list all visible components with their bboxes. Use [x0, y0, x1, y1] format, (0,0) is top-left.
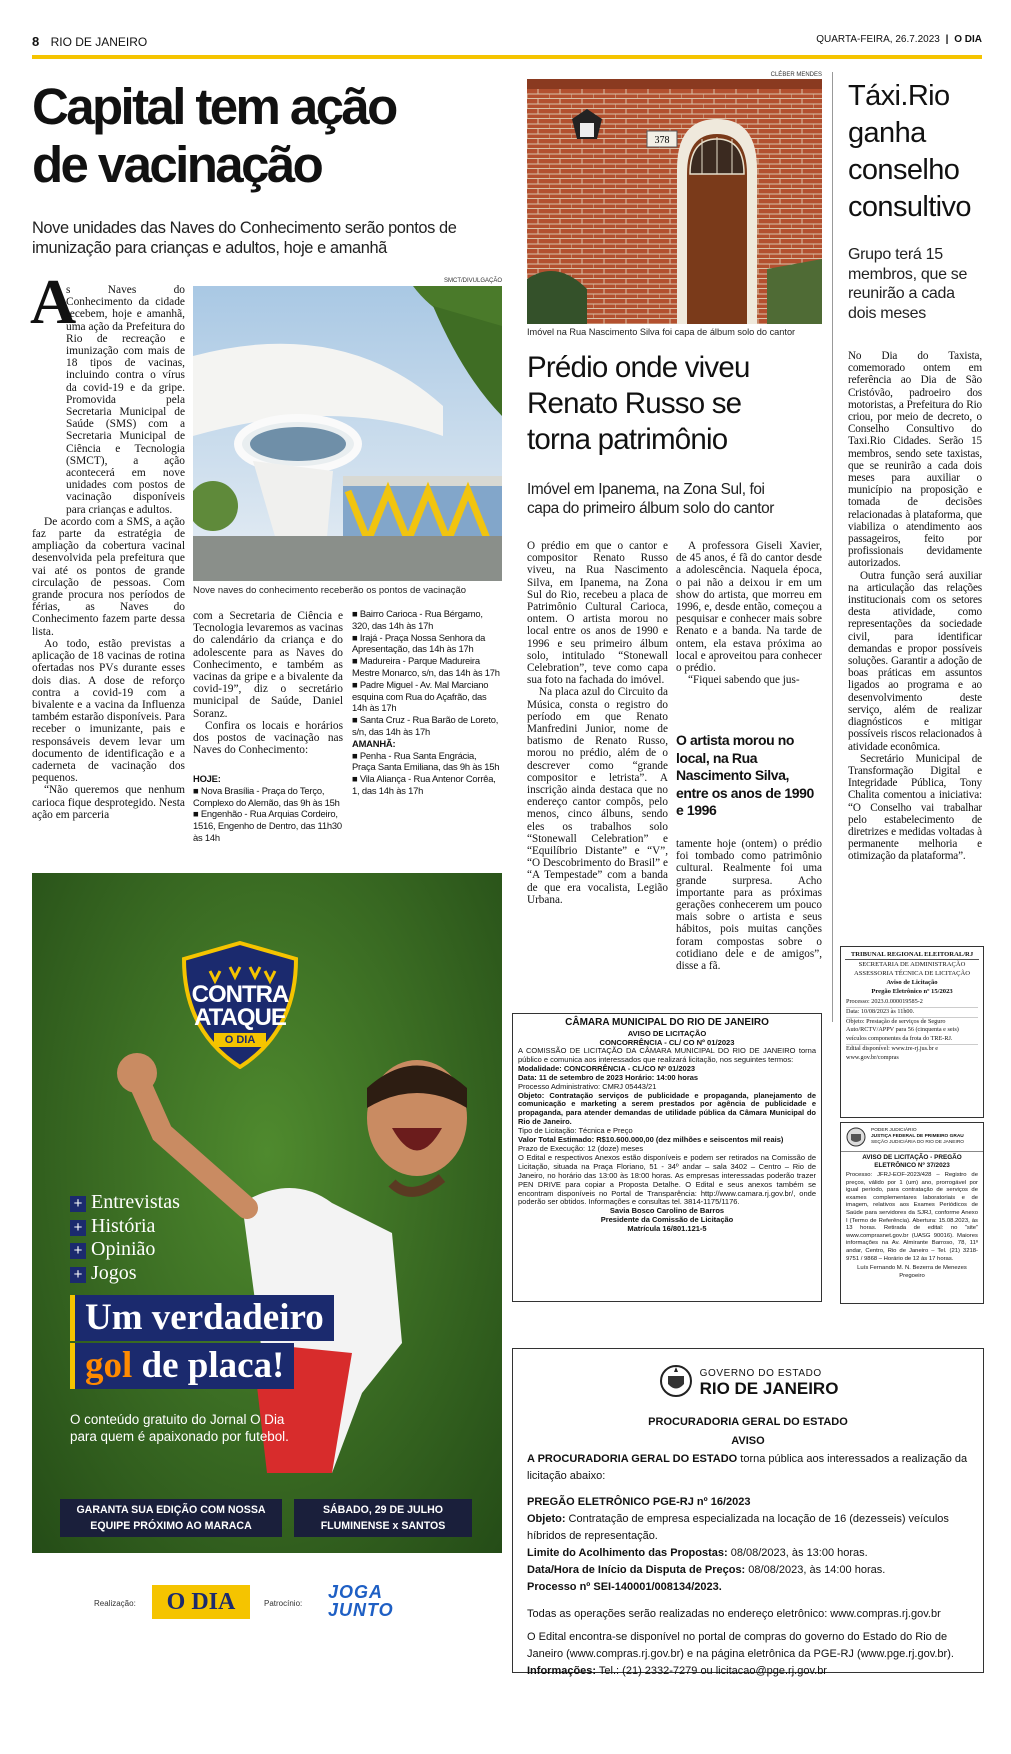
pge-intro: torna pública aos interessados a realização da licitação abaixo:	[527, 1453, 968, 1482]
tre-row: Objeto: Prestação de serviços de Seguro Auto/RCTV/APPV para 56 (cinquenta e seis) veículos componentes da frota do TRE-RJ.	[846, 1018, 978, 1045]
pge-edital: O Edital encontra-se disponível no portal de compras do governo do Estado do Rio de Janeiro (www.compras.rj.gov.br) e na página eletrônica da PGE-RJ (www.pge.rj.gov.br).	[527, 1631, 954, 1660]
tre-line: Pregão Eletrônico nº 15/2023	[871, 988, 953, 995]
joga-junto-line: JUNTO	[328, 1600, 394, 1620]
badge-line: CONTRA	[191, 981, 289, 1008]
tre-row: Data: 10/08/2023 às 11h00.	[846, 1008, 978, 1018]
ad-match-box	[294, 1499, 472, 1537]
camara-signatory-role: Presidente da Comissão de Licitação	[600, 1215, 734, 1225]
pge-body	[513, 1451, 983, 1680]
ad-match-teams: FLUMINENSE x SANTOS	[320, 1520, 446, 1532]
pull-quote: O artista morou no local, na Rua Nascimento Silva, entre os anos de 1990 e 1996	[676, 732, 814, 818]
paragraph: Secretário Municipal de Transformação Digital e Integridade Pública, Tony Chalita comentou a iniciativa: “O Conselho vai trabalhar pelo estabelecimento de diretrizes e medidas voltadas à permanente melhoria e otimização da plataforma”.	[848, 752, 982, 863]
tre-org: TRIBUNAL REGIONAL ELEITORAL/RJ	[845, 950, 979, 960]
badge-brand: O DIA	[214, 1033, 266, 1047]
list-item: ■ Irajá - Praça Nossa Senhora da Apresentação, das 14h às 17h	[352, 631, 486, 655]
renato-subheadline	[527, 480, 822, 518]
list-item: ■ Madureira - Parque Madureira Mestre Monarco, s/n, das 14h às 17h	[352, 655, 500, 678]
header-right: QUARTA-FEIRA, 26.7.2023 | O DIA	[816, 34, 982, 45]
camara-row: Data: 11 de setembro de 2023 Horário: 14:00 horas	[518, 1072, 699, 1082]
jfrj-org: PODER JUDICIÁRIO	[871, 1128, 917, 1133]
renato-sub-line: Imóvel em Ipanema, na Zona Sul, foi	[527, 481, 765, 498]
list-hoje	[193, 773, 343, 844]
jfrj-org: SEÇÃO JUDICIÁRIA DO RIO DE JANEIRO	[871, 1140, 965, 1145]
pge-pregao: PREGÃO ELETRÔNICO PGE-RJ nº 16/2023	[527, 1496, 751, 1508]
taxi-headline	[848, 78, 988, 226]
drop-cap: A	[30, 266, 77, 337]
paragraph: tamente hoje (ontem) o prédio foi tombado como patrimônio cultural. Realmente foi uma grande surpresa. Acho importante para as próximas gerações conhecerem um pouco mais sobre o artista e seus hábitos, pois muitas canções foram compostas sobre o cotidiano dele e de amigos”, disse a fã.	[676, 838, 822, 973]
paragraph: A professora Giseli Xavier, de 45 anos, é fã do cantor desde a adolescência. Naquela época, o pai não a deixou ir em um show do artista, que morreu em 1996, e, desde então, começou a pesquisar e conhecer mais sobre Renato e a banda. Na tarde de ontem, ela estava próxima ao local e aproveitou para conhecer o prédio.	[676, 540, 822, 675]
pge-limite: 08/08/2023, às 13:00 horas.	[727, 1547, 868, 1559]
taxi-headline-line: ganha	[848, 117, 926, 149]
tre-line: ASSESSORIA TÉCNICA DE LICITAÇÃO	[853, 970, 971, 977]
camara-row: O Edital e respectivos Anexos estão disponíveis e podem ser retirados na Comissão de Licitação, situada na Praça Floriano, 51 - 34º andar – sala 3402 – Centro – Rio de Janeiro, no horário das 13:00 às 18:00 horas. As empresas interessadas poderão trazer PEN DRIVE para copiar a Proposta Detalhe. O Edital e seus anexos também se encontram disponíveis no Portal de Transparência: http://www.camara.rj.gov.br/, onde poderão ser obtidos. Informações e consultas tel. 3814-1175/1176.	[518, 1152, 816, 1207]
building-photo	[527, 79, 822, 324]
pge-title: PROCURADORIA GERAL DO ESTADO	[648, 1416, 848, 1428]
pge-intro-bold: A PROCURADORIA GERAL DO ESTADO	[527, 1453, 738, 1465]
paragraph: Confira os locais e horários dos postos de vacinação nas Naves do Conhecimento:	[193, 719, 343, 757]
ad-feature-label: Jogos	[91, 1261, 137, 1284]
naves-illustration	[193, 286, 502, 581]
pge-data: 08/08/2023, às 14:00 horas.	[745, 1564, 886, 1576]
tre-notice	[840, 946, 984, 1118]
jfrj-org: JUSTIÇA FEDERAL DE PRIMEIRO GRAU	[871, 1134, 964, 1139]
paragraph: “Fiquei sabendo que jus-	[688, 674, 800, 687]
main-sub-line: imunização para crianças e adultos, hoje e amanhã	[32, 239, 387, 257]
ad-cta-line: EQUIPE PRÓXIMO AO MARACA	[90, 1520, 252, 1532]
main-headline-line: Capital tem ação	[32, 78, 396, 135]
paragraph: Outra função será auxiliar na articulação das relações institucionais com os setores desta atividade, como representações da sociedade civil, para identificar demandas e propor possíveis soluções. Garantir a adoção de boas práticas em assuntos ligados ao programa e ao desenvolvimento deste serviço, além de realizar diagnósticos e mitigar possíveis riscos relacionados à atividade econômica.	[848, 569, 982, 753]
paragraph: s Naves do Conhecimento da cidade recebem, hoje e amanhã, uma ação da Prefeitura do Rio de recreação e imunização com mais de 18 tipos de vacinas, incluindo contra o vírus da covid-19 e da gripe. Promovida pela Secretaria Municipal de Saúde (SMS) com a Secretaria Municipal de Ciência e Tecnologia (SMCT), a ação acontecerá em nove unidades com postos de vacinação disponíveis para crianças e adultos.	[66, 284, 185, 516]
renato-sub-line: capa do primeiro álbum solo do cantor	[527, 500, 774, 517]
jfrj-body: Processo: JFRJ-EOF-2023/428 – Registro de preços, válido por 1 (um) ano, prorrogável por igual período, para contratação de serviços de exames complementares laboratoriais e de imagem, relativos aos Exames Periódicos de Saúde para servidores da SJRJ, conforme Anexo I (Termo de Referência). Abertura: 15.08.2023, às 13 horas. Retirada de edital: no “site” www.comprasnet.gov.br (UASG 90016). Maiores informações na Av. Almirante Barroso, 78, 11º andar, Centro, Rio de Janeiro – Tel. (21) 3218-9751 / 9868 – Horário de 12 às 17 horas.	[846, 1172, 978, 1262]
column-divider	[832, 72, 833, 1022]
page-number: 8	[32, 34, 40, 49]
plus-icon: +	[70, 1243, 86, 1259]
plus-icon: +	[70, 1220, 86, 1236]
paragraph: “Não queremos que nenhum carioca fique desprotegido. Nesta ação em parceria	[32, 784, 185, 821]
paragraph: O prédio em que o cantor e compositor Renato Russo viveu, na Rua Nascimento Silva, em Ipanema, na Zona Sul do Rio, recebeu a placa de Patrimônio Cultural Carioca, ontem. O artista morou no local entre os anos de 1990 e 1996 e seu primeiro álbum solo, intitulado “Stonewall Celebration”, teve como capa sua foto na fachada do imóvel.	[527, 540, 668, 687]
tre-line: Aviso de Licitação	[886, 979, 938, 986]
pge-label: Limite do Acolhimento das Propostas:	[527, 1547, 728, 1559]
camara-row: Processo Administrativo: CMRJ 05443/21	[518, 1081, 657, 1091]
ad-match-date: SÁBADO, 29 DE JULHO	[322, 1504, 444, 1516]
section-name: RIO DE JANEIRO	[50, 35, 148, 49]
list-item: ■ Bairro Carioca - Rua Bérgamo, 320, das 14h às 17h	[352, 608, 483, 631]
camara-row: Prazo de Execução: 12 (doze) meses	[518, 1143, 644, 1153]
taxi-headline-line: Táxi.Rio	[848, 80, 950, 112]
renato-headline-line: torna patrimônio	[527, 423, 728, 456]
renato-headline-line: Renato Russo se	[527, 387, 742, 420]
ad-feature-item	[70, 1215, 180, 1239]
list-item: ■ Engenhão - Rua Arquias Cordeiro, 1516, Engenho de Dentro, das 11h30 às 14h	[193, 808, 342, 843]
list-hoje-cont	[352, 608, 502, 797]
camara-row: Modalidade: CONCORRÊNCIA - CL/CO Nº 01/2023	[518, 1063, 696, 1073]
ad-headline	[70, 1295, 470, 1391]
camara-row: Tipo de Licitação: Técnica e Preço	[518, 1126, 633, 1136]
ad-feature-item	[70, 1238, 180, 1262]
camara-row: Valor Total Estimado: R$10.600.000,00 (dez milhões e seiscentos mil reais)	[518, 1135, 784, 1145]
jfrj-signatory: Luís Fernando M. N. Bezerra de Menezes	[857, 1265, 967, 1272]
jfrj-title: AVISO DE LICITAÇÃO - PREGÃO ELETRÔNICO Nº 37/2023	[862, 1154, 962, 1169]
camara-line: AVISO DE LICITAÇÃO	[627, 1029, 707, 1038]
tre-row: Processo: 2023.0.000019585-2	[846, 998, 978, 1008]
odia-logo: O DIA	[152, 1585, 250, 1619]
tre-line: SECRETARIA DE ADMINISTRAÇÃO	[858, 961, 966, 968]
renato-column-2	[676, 540, 822, 686]
list-item: ■ Penha - Rua Santa Engrácia, Praça Santa Emiliana, das 9h às 15h	[352, 749, 500, 773]
paragraph: com a Secretaria de Ciência e Tecnologia levaremos as vacinas do calendário da criança e do adolescente para as Naves do Conhecimento, e também as vacinas da gripe e a bivalente da covid-19”, diz o secretário municipal de Saúde, Daniel Soranz.	[193, 610, 343, 720]
coat-of-arms-icon	[845, 1126, 867, 1148]
ad-feature-item	[70, 1262, 180, 1286]
page-header	[32, 34, 982, 54]
camara-signatory: Savia Bosco Carolino de Barros	[609, 1206, 725, 1216]
ad-realizacao-label: Realização:	[94, 1599, 136, 1608]
pge-objeto: Contratação de empresa especializada na locação de 16 (dezesseis) veículos híbridos de representação.	[527, 1513, 949, 1542]
joga-junto-line: JOGA	[328, 1582, 384, 1602]
ad-headline-rest: de placa!	[132, 1345, 285, 1386]
pge-operacoes: Todas as operações serão realizadas no endereço eletrônico: www.compras.rj.gov.br	[527, 1608, 941, 1620]
building-illustration	[527, 79, 822, 324]
pge-processo: Processo nº SEI-140001/008134/2023.	[527, 1581, 722, 1593]
edition-date: QUARTA-FEIRA, 26.7.2023	[816, 34, 940, 45]
state-seal-icon	[658, 1363, 694, 1399]
paragraph: No Dia do Taxista, comemorado ontem em referência ao Dia de São Cristóvão, padroeiro dos motoristas, a Prefeitura do Rio criou, por meio de decreto, o Conselho Consultivo do Taxi.Rio Cidades. Serão 15 membros, sendo sete taxistas, que se reunirão a cada dois meses para auxiliar o município na proposição e tomada de decisões relacionadas à plataforma, que viabiliza o atendimento aos passageiros, feito por profissionais devidamente autorizados.	[848, 350, 982, 570]
ad-headline-highlight: gol	[85, 1345, 133, 1386]
camara-body	[513, 1047, 821, 1207]
main-sub-line: Nove unidades das Naves do Conhecimento serão pontos de	[32, 219, 457, 237]
ad-description	[70, 1411, 289, 1445]
taxi-headline-line: conselho	[848, 154, 960, 186]
pge-notice	[512, 1348, 984, 1677]
photo-credit: CLÉBER MENDES	[770, 72, 822, 78]
brand-name: O DIA	[954, 34, 982, 45]
list-heading: HOJE:	[193, 773, 221, 784]
photo-caption: Imóvel na Rua Nascimento Silva foi capa de álbum solo do cantor	[527, 327, 796, 337]
ad-description-line: O conteúdo gratuito do Jornal O Dia	[70, 1412, 285, 1427]
ad-description-line: para quem é apaixonado por futebol.	[70, 1429, 289, 1444]
pge-info: Tel.: (21) 2332-7279 ou licitacao@pge.rj.gov.br	[596, 1665, 827, 1677]
camara-row: A COMISSÃO DE LICITAÇÃO DA CÂMARA MUNICIPAL DO RIO DE JANEIRO torna público e comunica aos interessados que realizará licitação, nos seguintes termos:	[518, 1046, 816, 1064]
paragraph: Na placa azul do Circuito da Música, consta o registro do período em que Renato Manfredini Junior, nome de batismo de Renato Russo, morou no prédio, além de o descrever como “grande compositor e letrista”. A inscrição ainda destaca que no endereço cantor compôs, pelo menos, cinco álbuns, sendo eles os trabalhos solo “Stonewall Celebration” e “Equilíbrio Distante” e “V”, “O Descobrimento do Brasil” e “A Tempestade” com a banda de que era vocalista, Legião Urbana.	[527, 686, 668, 906]
ad-cta-line: GARANTA SUA EDIÇÃO COM NOSSA	[76, 1504, 266, 1516]
ad-headline-line2	[70, 1343, 294, 1389]
pge-gov-line: GOVERNO DO ESTADO	[699, 1368, 822, 1379]
naves-photo	[193, 286, 502, 581]
list-item: ■ Padre Miguel - Av. Mal Marciano esquina com Rua do Açafrão, das 14h às 17h	[352, 678, 489, 714]
renato-column-2b	[676, 838, 822, 972]
pge-label: Informações:	[527, 1665, 597, 1677]
plus-icon: +	[70, 1267, 86, 1283]
ad-feature-label: Opinião	[91, 1238, 156, 1260]
jfrj-notice	[840, 1122, 984, 1304]
tre-row: Edital disponível: www.tre-rj.jus.br e www.gov.br/compras	[846, 1044, 939, 1061]
paragraph: Ao todo, estão previstas a aplicação de 18 vacinas de rotina ofertadas nos PVs durante esses dois dias. A dose de reforço contra a covid-19 com a bivalente e a vacina da Influenza também estarão disponíveis. Para receber o imunizante, pais e responsáveis devem levar um documento de identificação e a caderneta de vacinação dos pequenos.	[32, 637, 185, 785]
renato-column-1	[527, 540, 668, 906]
photo-caption: Nove naves do conhecimento receberão os pontos de vacinação	[193, 585, 467, 596]
ad-feature-list	[70, 1191, 180, 1285]
renato-headline	[527, 350, 822, 458]
ad-patrocinio-label: Patrocínio:	[264, 1599, 303, 1608]
badge-line: ATAQUE	[194, 1004, 286, 1031]
camara-row: Objeto: Contratação serviços de publicidade e propaganda, planejamento de comunicação e marketing a serem prestados por agência de publicidade e propaganda, para atender demandas de utilidade pública da Câmara Municipal do Rio de Janeiro.	[518, 1090, 816, 1127]
pge-aviso: AVISO	[731, 1435, 765, 1447]
camara-title: CÂMARA MUNICIPAL DO RIO DE JANEIRO	[565, 1017, 769, 1028]
door-number: 378	[654, 135, 670, 146]
ad-feature-label: Entrevistas	[91, 1191, 180, 1213]
ad-headline-line1: Um verdadeiro	[70, 1295, 334, 1341]
list-item: ■ Santa Cruz - Rua Barão de Loreto, s/n, das 14h às 17h	[352, 714, 499, 737]
jfrj-signatory-role: Pregoeiro	[899, 1272, 925, 1279]
contra-ataque-ad	[32, 873, 502, 1671]
main-headline	[32, 78, 512, 194]
main-headline-line: de vacinação	[32, 136, 322, 193]
ad-feature-label: História	[91, 1214, 156, 1237]
header-rule	[32, 55, 982, 59]
ad-feature-item	[70, 1191, 180, 1215]
taxi-headline-line: consultivo	[848, 191, 971, 223]
camara-notice	[512, 1013, 822, 1302]
pge-gov-state: RIO DE JANEIRO	[699, 1379, 839, 1398]
list-item: ■ Vila Aliança - Rua Antenor Corrêa, 1, das 14h às 17h	[352, 773, 496, 796]
plus-icon: +	[70, 1196, 86, 1212]
pge-label: Data/Hora de Início da Disputa de Preços:	[527, 1564, 746, 1576]
paragraph: De acordo com a SMS, a ação faz parte da estratégia de ampliação da cobertura vacinal desenvolvida pela prefeitura que vai até os pontos de grande circulação de pessoas. Com grande procura nos períodos de férias, as Naves do Conhecimento fazem parte dessa lista.	[32, 515, 185, 638]
joga-junto-logo	[328, 1583, 394, 1619]
renato-headline-line: Prédio onde viveu	[527, 351, 750, 384]
taxi-subheadline: Grupo terá 15 membros, que se reunirão a cada dois meses	[848, 246, 968, 322]
list-item: ■ Nova Brasília - Praça do Terço, Complexo do Alemão, das 9h às 15h	[193, 784, 340, 808]
main-subheadline	[32, 218, 512, 258]
pge-label: Objeto:	[527, 1513, 566, 1525]
list-heading: AMANHÃ:	[352, 737, 396, 749]
taxi-column	[848, 350, 982, 863]
ad-cta-box	[60, 1499, 282, 1537]
photo-credit: SMCT/DIVULGAÇÃO	[443, 278, 502, 284]
camara-registration: Matrícula 16/801.121-5	[627, 1224, 707, 1234]
main-column-2	[193, 610, 343, 756]
camara-line: CONCORRÊNCIA - CL/ CO Nº 01/2023	[599, 1038, 735, 1047]
contra-ataque-badge	[180, 941, 300, 1069]
main-column-1	[32, 284, 185, 821]
